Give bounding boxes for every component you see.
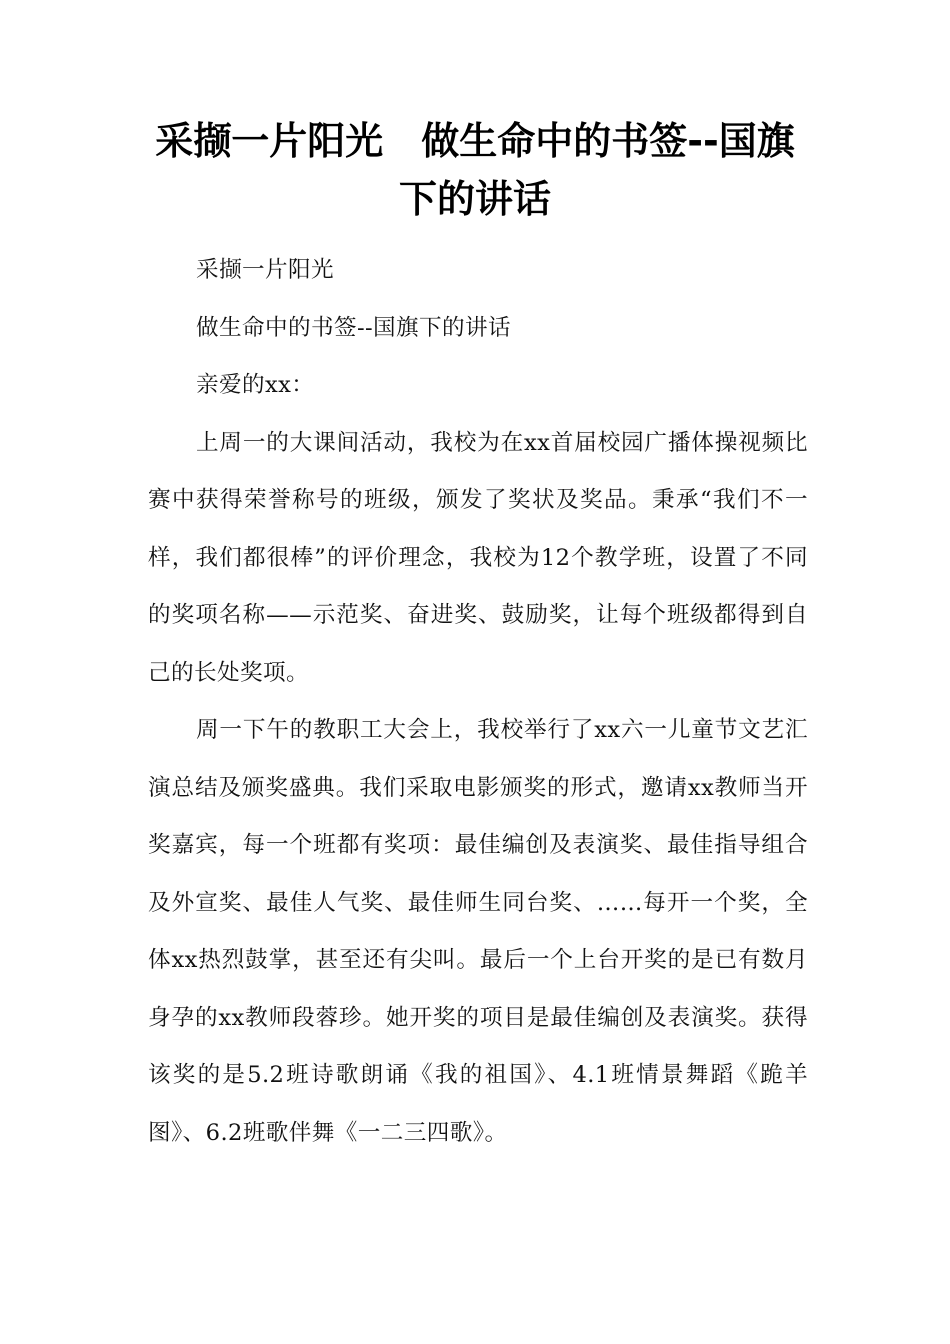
paragraph-subtitle-2: 做生命中的书签--国旗下的讲话 (196, 314, 511, 341)
title-line-2: 下的讲话 (398, 177, 551, 221)
paragraph-salutation: 亲爱的xx： (196, 372, 315, 398)
paragraph-body: 上周一的大课间活动，我校为在xx首届校园广播体操视频比赛中获得荣誉称号的班级，颁发了奖状及奖品。秉承“我们不一样，我们都很棒”的评价理念，我校为12个教学班，设置了不同的奖项名称——示范奖、奋进奖、鼓励奖，让每个班级都得到自己的长处奖项。 (148, 429, 808, 686)
document-body (148, 242, 808, 1162)
document-title (120, 112, 830, 228)
paragraph-body: 周一下午的教职工大会上，我校举行了xx六一儿童节文艺汇演总结及颁奖盛典。我们采取电影颁奖的形式，邀请xx教师当开奖嘉宾，每一个班都有奖项：最佳编创及表演奖、最佳指导组合及外宣奖、最佳人气奖、最佳师生同台奖、……每开一个奖，全体xx热烈鼓掌，甚至还有尖叫。最后一个上台开奖的是已有数月身孕的xx教师段蓉珍。她开奖的项目是最佳编创及表演奖。获得该奖的是5.2班诗歌朗诵《我的祖国》、4.1班情景舞蹈《跪羊图》、6.2班歌伴舞《一二三四歌》。 (148, 717, 808, 1146)
paragraph-subtitle-1: 采撷一片阳光 (196, 257, 334, 283)
title-line-1: 采撷一片阳光 做生命中的书签--国旗 (155, 119, 795, 163)
